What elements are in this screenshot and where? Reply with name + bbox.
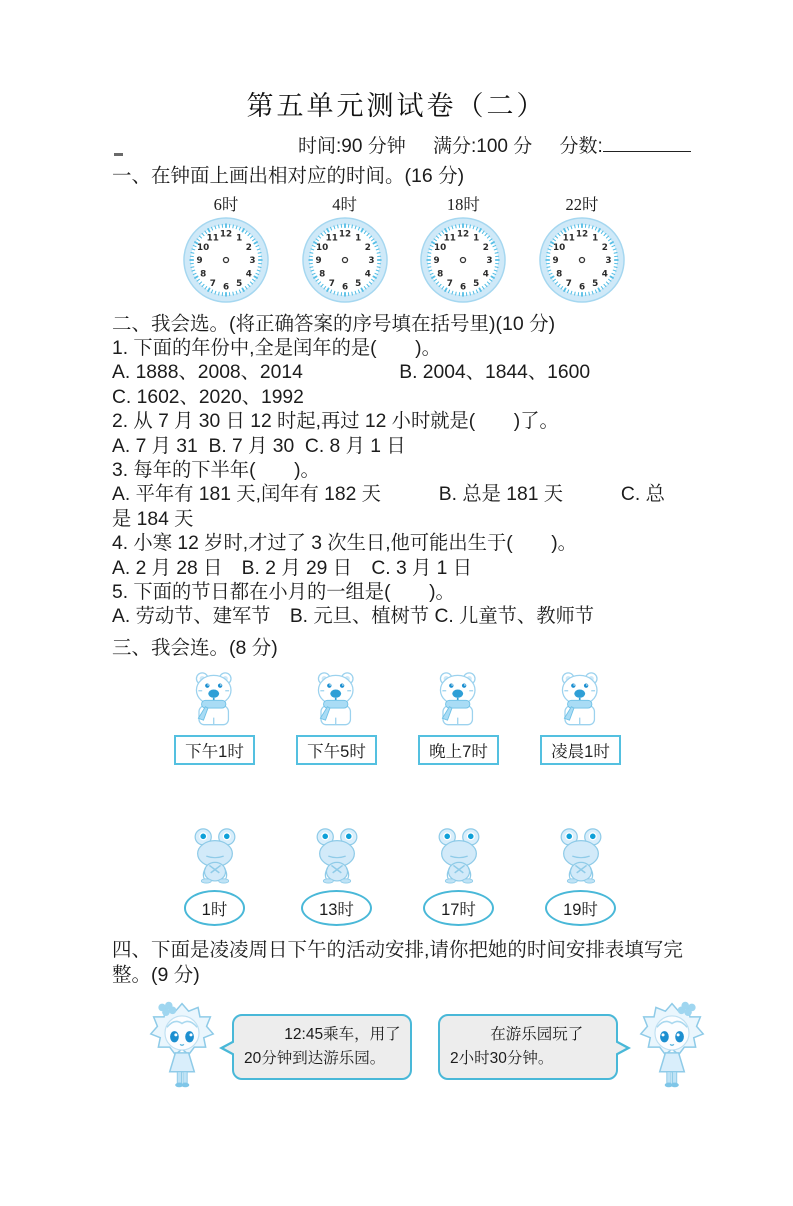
option-line: A. 2 月 28 日 B. 2 月 29 日 C. 3 月 1 日 — [112, 557, 688, 581]
section2-heading: 二、我会选。(将正确答案的序号填在括号里)(10 分) — [112, 312, 688, 337]
question-line: 1. 下面的年份中,全是闰年的是( )。 — [112, 337, 688, 361]
bear-item — [162, 669, 267, 765]
bear-time-label: 下午5时 — [296, 735, 377, 765]
svg-text:1: 1 — [355, 233, 361, 243]
svg-text:4: 4 — [246, 269, 252, 279]
svg-text:7: 7 — [328, 279, 334, 289]
frog-time-label: 17时 — [423, 890, 494, 926]
exam-time: 时间:90 分钟 — [298, 136, 406, 157]
frog-item — [406, 827, 511, 926]
svg-text:2: 2 — [246, 243, 252, 253]
question-line: 2. 从 7 月 30 日 12 时起,再过 12 小时就是( )了。 — [112, 410, 688, 434]
svg-text:11: 11 — [325, 233, 337, 243]
clock-label: 22时 — [534, 191, 630, 215]
svg-text:7: 7 — [210, 279, 216, 289]
bear-time-label: 下午1时 — [174, 735, 255, 765]
speech-bubble-travel — [232, 1014, 412, 1080]
frog-item — [528, 827, 633, 926]
section1-heading: 一、在钟面上画出相对应的时间。(16 分) — [112, 164, 688, 189]
speech-bubble-text: 2小时30分钟。 — [450, 1047, 606, 1071]
speech-bubble-play — [438, 1014, 618, 1080]
svg-text:8: 8 — [556, 269, 562, 279]
svg-text:3: 3 — [249, 256, 255, 266]
blank-clock-face — [182, 216, 270, 304]
svg-text:12: 12 — [457, 230, 469, 240]
frog-illustration — [301, 827, 373, 889]
svg-text:2: 2 — [364, 243, 370, 253]
exam-full-score: 满分:100 分 — [433, 136, 532, 157]
svg-text:12: 12 — [339, 230, 351, 240]
bear-row — [112, 669, 688, 765]
option-line: A. 劳动节、建军节 B. 元旦、植树节 C. 儿童节、教师节 — [112, 605, 688, 629]
option-line: C. 1602、2020、1992 — [112, 386, 688, 410]
blank-clock-face — [538, 216, 626, 304]
svg-text:10: 10 — [197, 243, 209, 253]
clock-item — [534, 191, 630, 304]
bear-item — [284, 669, 389, 765]
svg-text:5: 5 — [236, 279, 242, 289]
svg-text:10: 10 — [316, 243, 328, 253]
option-line: 是 184 天 — [112, 508, 688, 532]
section4-heading-line2: 整。(9 分) — [112, 963, 688, 988]
blank-clock-face — [419, 216, 507, 304]
polar-bear-illustration — [543, 669, 619, 733]
section4-heading-line1: 四、下面是凌凌周日下午的活动安排,请你把她的时间安排表填写完 — [112, 938, 688, 963]
option-line: A. 7 月 31 B. 7 月 30 C. 8 月 1 日 — [112, 435, 688, 459]
svg-text:11: 11 — [563, 233, 575, 243]
girl-character-illustration — [136, 998, 228, 1102]
svg-text:6: 6 — [579, 283, 585, 293]
svg-text:9: 9 — [197, 256, 203, 266]
page-title: 第五单元测试卷（二） — [0, 84, 793, 123]
question-line: 5. 下面的节日都在小月的一组是( )。 — [112, 581, 688, 605]
svg-text:3: 3 — [487, 256, 493, 266]
svg-text:6: 6 — [223, 283, 229, 293]
bear-item — [528, 669, 633, 765]
svg-text:8: 8 — [319, 269, 325, 279]
svg-text:5: 5 — [473, 279, 479, 289]
svg-text:2: 2 — [483, 243, 489, 253]
svg-text:3: 3 — [605, 256, 611, 266]
option-line: A. 平年有 181 天,闰年有 182 天 B. 总是 181 天 C. 总 — [112, 483, 688, 507]
frog-time-label: 1时 — [184, 890, 246, 926]
bear-time-label: 晚上7时 — [418, 735, 499, 765]
svg-text:12: 12 — [576, 230, 588, 240]
svg-text:8: 8 — [200, 269, 206, 279]
bear-item — [406, 669, 511, 765]
svg-text:11: 11 — [444, 233, 456, 243]
section3-heading: 三、我会连。(8 分) — [112, 636, 688, 661]
scan-artifact-dash — [114, 153, 123, 156]
svg-text:7: 7 — [566, 279, 572, 289]
svg-text:1: 1 — [592, 233, 598, 243]
svg-text:9: 9 — [553, 256, 559, 266]
frog-time-label: 19时 — [545, 890, 616, 926]
svg-text:11: 11 — [207, 233, 219, 243]
frog-item — [284, 827, 389, 926]
clock-label: 6时 — [178, 191, 274, 215]
girl-character-illustration — [626, 998, 718, 1102]
svg-text:9: 9 — [434, 256, 440, 266]
clock-item — [297, 191, 393, 304]
svg-text:9: 9 — [315, 256, 321, 266]
polar-bear-illustration — [299, 669, 375, 733]
score-blank-line — [603, 136, 691, 152]
polar-bear-illustration — [421, 669, 497, 733]
blank-clock-face — [301, 216, 389, 304]
frog-illustration — [545, 827, 617, 889]
speech-bubble-text: 在游乐园玩了 — [450, 1023, 606, 1047]
svg-text:7: 7 — [447, 279, 453, 289]
svg-text:6: 6 — [342, 283, 348, 293]
svg-text:2: 2 — [602, 243, 608, 253]
clock-row — [112, 189, 688, 304]
clock-label: 4时 — [297, 191, 393, 215]
question-line: 4. 小寒 12 岁时,才过了 3 次生日,他可能出生于( )。 — [112, 532, 688, 556]
option-line: A. 1888、2008、2014 B. 2004、1844、1600 — [112, 361, 688, 385]
speech-bubble-text: 12:45乘车，用了 — [244, 1023, 400, 1047]
svg-text:10: 10 — [553, 243, 565, 253]
clock-label: 18时 — [415, 191, 511, 215]
frog-time-label: 13时 — [301, 890, 372, 926]
bear-time-label: 凌晨1时 — [540, 735, 621, 765]
score-label: 分数: — [560, 136, 603, 157]
svg-text:4: 4 — [483, 269, 489, 279]
frog-illustration — [179, 827, 251, 889]
frog-row — [112, 827, 688, 926]
svg-text:4: 4 — [364, 269, 370, 279]
svg-text:5: 5 — [355, 279, 361, 289]
page-content — [112, 164, 688, 1102]
speech-bubble-text: 20分钟到达游乐园。 — [244, 1047, 400, 1071]
clock-item — [178, 191, 274, 304]
svg-text:5: 5 — [592, 279, 598, 289]
svg-text:6: 6 — [460, 283, 466, 293]
svg-text:12: 12 — [220, 230, 232, 240]
svg-text:1: 1 — [473, 233, 479, 243]
svg-text:4: 4 — [602, 269, 608, 279]
svg-text:10: 10 — [434, 243, 446, 253]
polar-bear-illustration — [177, 669, 253, 733]
frog-item — [162, 827, 267, 926]
exam-info-line — [298, 131, 793, 158]
clock-item — [415, 191, 511, 304]
svg-text:8: 8 — [437, 269, 443, 279]
activity-row — [112, 998, 688, 1102]
svg-text:3: 3 — [368, 256, 374, 266]
question-line: 3. 每年的下半年( )。 — [112, 459, 688, 483]
frog-illustration — [423, 827, 495, 889]
svg-text:1: 1 — [236, 233, 242, 243]
